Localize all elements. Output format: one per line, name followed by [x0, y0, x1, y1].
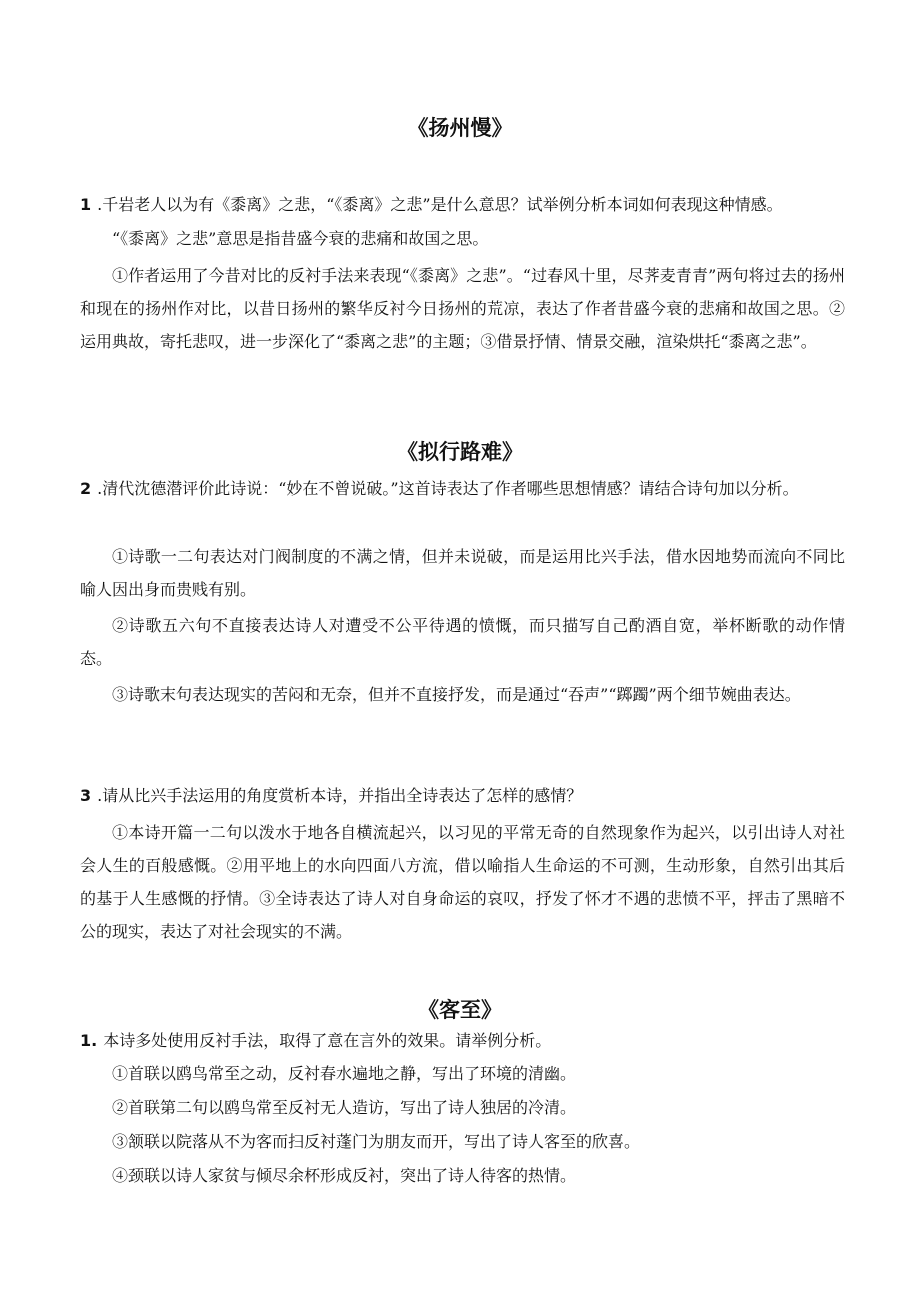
answer-paragraph: ③颔联以院落从不为客而扫反衬蓬门为朋友而开，写出了诗人客至的欣喜。 — [112, 1132, 641, 1151]
question-2 — [80, 474, 850, 504]
answer-paragraph: ①首联以鸥鸟常至之动，反衬春水遍地之静，写出了环境的清幽。 — [112, 1064, 577, 1083]
question-number: 3 — [80, 786, 92, 805]
answer-paragraph: ①诗歌一二句表达对门阀制度的不满之情，但并未说破，而是运用比兴手法，借水因地势而流向不同比喻人因出身而贵贱有别。 — [80, 547, 845, 599]
section-title-kezhi: 《客至》 — [418, 998, 502, 1022]
answer-paragraph: ①作者运用了今昔对比的反衬手法来表现“《黍离》之悲”。“过春风十里，尽荠麦青青”两句将过去的扬州和现在的扬州作对比，以昔日扬州的繁华反衬今日扬州的荒凉，表达了作者昔盛今衰的悲痛和故国之思。②运用典故，寄托悲叹，进一步深化了“黍离之悲”的主题；③借景抒情、情景交融，渲染烘托“黍离之悲”。 — [80, 266, 845, 351]
section-title-nixingluna: 《拟行路难》 — [397, 440, 523, 464]
answer-paragraph: ②诗歌五六句不直接表达诗人对遭受不公平待遇的愤慨，而只描写自己酌酒自宽，举杯断歌的动作情态。 — [80, 616, 845, 668]
question-text: .清代沈德潜评价此诗说：“妙在不曾说破。”这首诗表达了作者哪些思想情感？请结合诗句加以分析。 — [97, 479, 799, 498]
question-text: 本诗多处使用反衬手法，取得了意在言外的效果。请举例分析。 — [103, 1031, 552, 1050]
answer-paragraph: ③诗歌末句表达现实的苦闷和无奈，但并不直接抒发，而是通过“吞声”“踯躅”两个细节婉曲表达。 — [112, 685, 801, 704]
question-text: .千岩老人以为有《黍离》之悲，“《黍离》之悲”是什么意思？试举例分析本词如何表现这种情感。 — [97, 195, 783, 214]
question-kezhi-1 — [80, 1026, 850, 1056]
question-3 — [80, 781, 850, 811]
question-number: 2 — [80, 479, 92, 498]
answer-paragraph: ②首联第二句以鸥鸟常至反衬无人造访，写出了诗人独居的冷清。 — [112, 1098, 577, 1117]
answer-paragraph: ①本诗开篇一二句以泼水于地各自横流起兴，以习见的平常无奇的自然现象作为起兴，以引出诗人对社会人生的百般感慨。②用平地上的水向四面八方流，借以喻指人生命运的不可测，生动形象，自然引出其后的基于人生感慨的抒情。③全诗表达了诗人对自身命运的哀叹，抒发了怀才不遇的悲愤不平，抨击了黑暗不公的现实，表达了对社会现实的不满。 — [80, 823, 845, 941]
answer-paragraph: “《黍离》之悲”意思是指昔盛今衰的悲痛和故国之思。 — [112, 229, 489, 248]
question-text: .请从比兴手法运用的角度赏析本诗，并指出全诗表达了怎样的感情？ — [97, 786, 583, 805]
question-number: 1 — [80, 195, 92, 214]
question-number: 1. — [80, 1031, 98, 1050]
section-title-yangzhoumàn: 《扬州慢》 — [407, 116, 513, 140]
answer-paragraph: ④颈联以诗人家贫与倾尽余杯形成反衬，突出了诗人待客的热情。 — [112, 1166, 577, 1185]
question-1 — [80, 190, 850, 220]
